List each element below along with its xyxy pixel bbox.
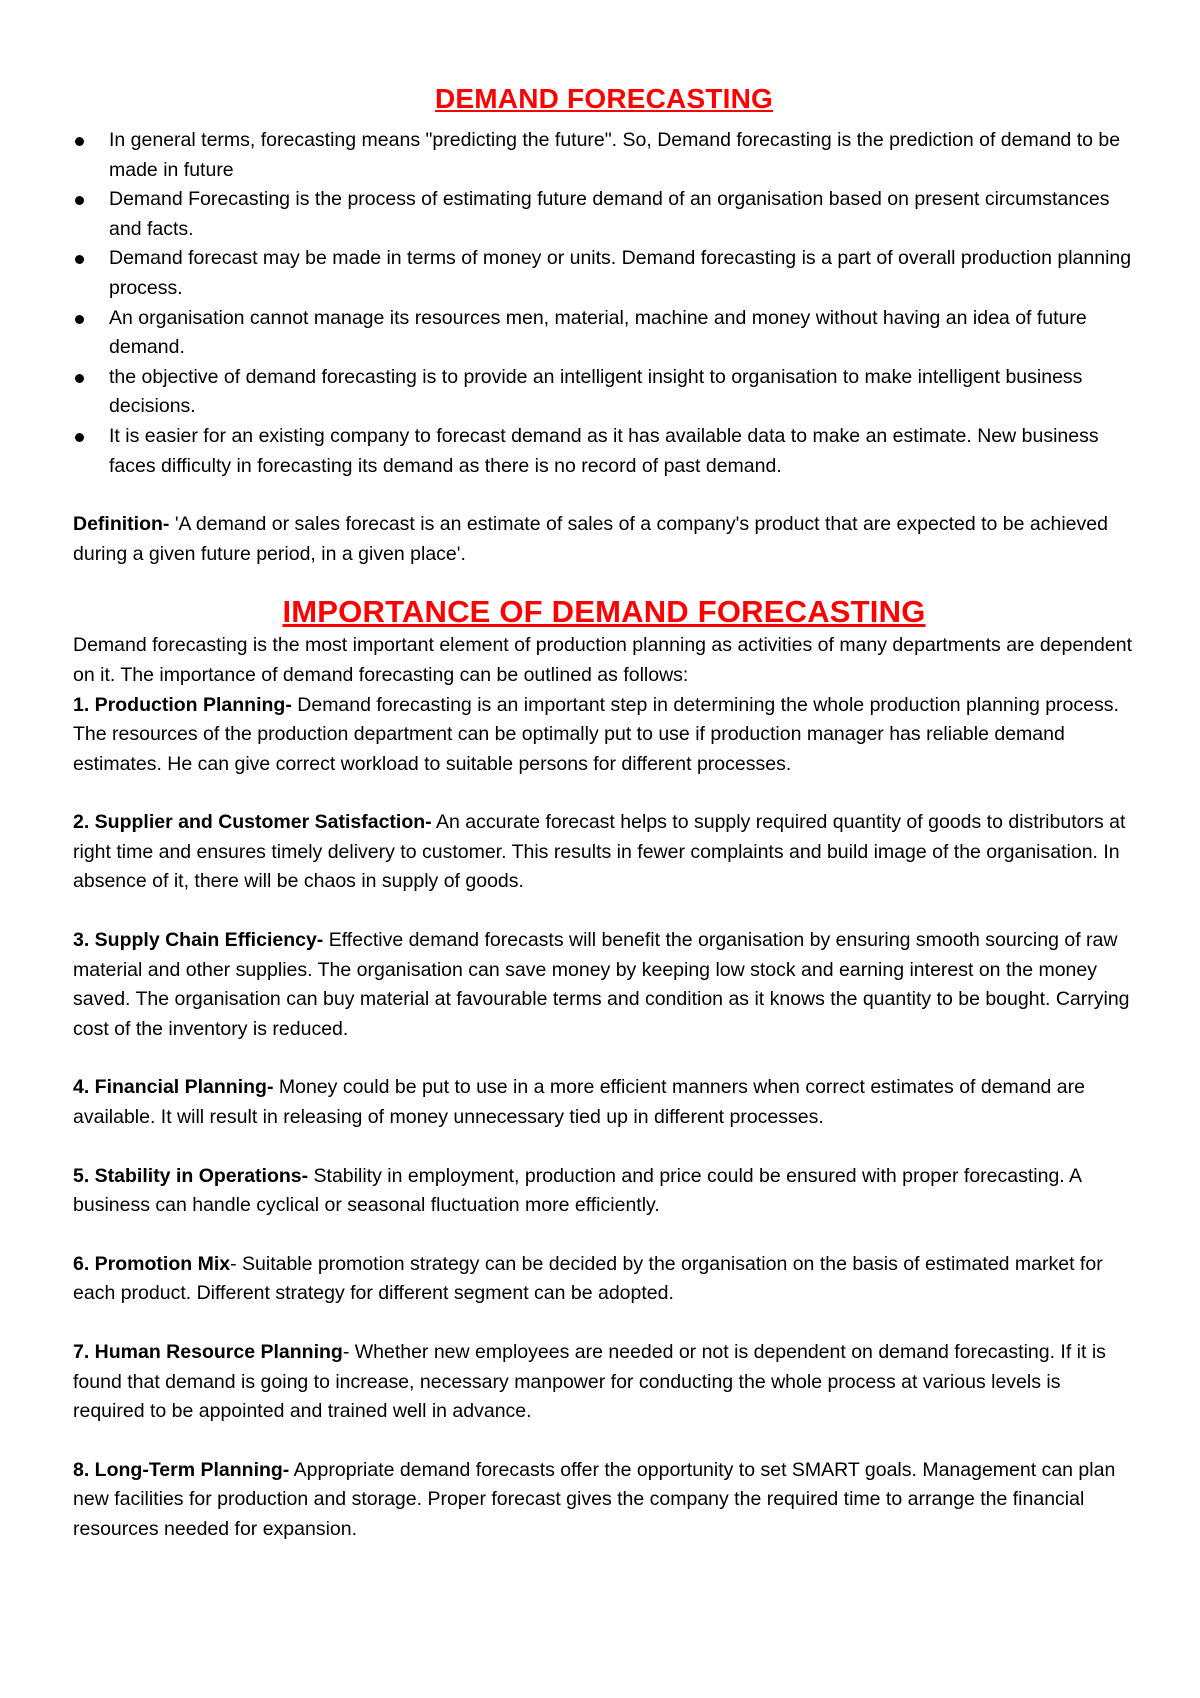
importance-item-stability-in-operations	[73, 1162, 1135, 1221]
definition-text: 'A demand or sales forecast is an estimate of sales of a company's product that are expected to be achieved during a given future period, in a given place'.	[73, 513, 1108, 565]
importance-item-supplier-customer-satisfaction	[73, 808, 1135, 897]
list-item	[73, 126, 1135, 185]
bullet-text: It is easier for an existing company to forecast demand as it has available data to make an estimate. New business faces difficulty in forecasting its demand as there is no record of past demand.	[109, 424, 1099, 477]
list-item	[73, 422, 1135, 481]
importance-item-human-resource-planning	[73, 1338, 1135, 1427]
importance-item-long-term-planning	[73, 1456, 1135, 1545]
bullet-icon	[75, 433, 84, 442]
document-page	[73, 72, 1135, 1545]
item-label: 4. Financial Planning-	[73, 1076, 274, 1099]
item-text: An accurate forecast helps to supply required quantity of goods to distributors at right time and ensures timely delivery to customer. This results in fewer complaints and build image of the organisation. In absence of it, there will be chaos in supply of goods.	[73, 811, 1126, 893]
item-label: 1. Production Planning-	[73, 693, 292, 716]
list-item	[73, 185, 1135, 244]
bullet-text: Demand forecast may be made in terms of money or units. Demand forecasting is a part of overall production planning process.	[109, 247, 1132, 299]
item-text: Appropriate demand forecasts offer the opportunity to set SMART goals. Management can plan new facilities for production and storage. Proper forecast gives the company the required time to arrange the financial resources needed for expansion.	[73, 1458, 1116, 1540]
item-label: 8. Long-Term Planning-	[73, 1458, 290, 1481]
list-item	[73, 304, 1135, 363]
page-title: DEMAND FORECASTING	[434, 83, 774, 114]
item-text: Stability in employment, production and price could be ensured with proper forecasting. A business can handle cyclical or seasonal fluctuation more efficiently.	[73, 1164, 1081, 1217]
importance-intro: Demand forecasting is the most important element of production planning as activities of many departments are dependent on it. The importance of demand forecasting can be outlined as follows:	[73, 634, 1133, 686]
item-label: 3. Supply Chain Efficiency-	[73, 929, 324, 952]
item-label: 7. Human Resource Planning	[73, 1341, 343, 1363]
definition-label: Definition-	[73, 513, 170, 536]
item-label: 6. Promotion Mix	[73, 1252, 231, 1275]
item-text: - Whether new employees are needed or not is dependent on demand forecasting. If it is found that demand is going to increase, necessary manpower for conducting the whole process at various levels is required to be appointed and trained well in advance.	[73, 1341, 1106, 1423]
importance-item-financial-planning	[73, 1073, 1135, 1132]
bullet-icon	[75, 137, 84, 146]
section-title-importance: IMPORTANCE OF DEMAND FORECASTING	[282, 594, 926, 630]
bullet-icon	[75, 196, 84, 205]
bullet-list	[73, 126, 1135, 481]
bullet-icon	[75, 374, 84, 383]
importance-item-supply-chain-efficiency	[73, 926, 1135, 1044]
importance-item-promotion-mix	[73, 1250, 1135, 1309]
item-text: Effective demand forecasts will benefit the organisation by ensuring smooth sourcing of raw material and other supplies. The organisation can save money by keeping low stock and earning interest on the money saved. The organisation can buy material at favourable terms and condition as it knows the quantity to be bought. Carrying cost of the inventory is reduced.	[73, 929, 1130, 1040]
bullet-text: An organisation cannot manage its resources men, material, machine and money without having an idea of future demand.	[109, 306, 1087, 359]
bullet-icon	[75, 315, 84, 324]
definition-paragraph	[73, 510, 1135, 569]
item-label: 5. Stability in Operations-	[73, 1164, 309, 1187]
item-label: 2. Supplier and Customer Satisfaction-	[73, 811, 432, 834]
bullet-text: In general terms, forecasting means "predicting the future". So, Demand forecasting is the prediction of demand to be made in future	[109, 129, 1121, 181]
importance-item-production-planning	[73, 691, 1135, 780]
bullet-text: Demand Forecasting is the process of estimating future demand of an organisation based on present circumstances and facts.	[109, 188, 1110, 240]
bullet-icon	[75, 255, 84, 264]
bullet-text: the objective of demand forecasting is to provide an intelligent insight to organisation to make intelligent business decisions.	[109, 365, 1083, 418]
list-item	[73, 244, 1135, 303]
item-text: - Suitable promotion strategy can be decided by the organisation on the basis of estimated market for each product. Different strategy for different segment can be adopted.	[73, 1252, 1103, 1305]
list-item	[73, 363, 1135, 422]
item-text: Money could be put to use in a more efficient manners when correct estimates of demand are available. It will result in releasing of money unnecessary tied up in different processes.	[73, 1076, 1085, 1129]
item-text: Demand forecasting is an important step in determining the whole production planning process. The resources of the production department can be optimally put to use if production manager has reliable demand estimates. He can give correct workload to suitable persons for different processes.	[73, 693, 1119, 775]
